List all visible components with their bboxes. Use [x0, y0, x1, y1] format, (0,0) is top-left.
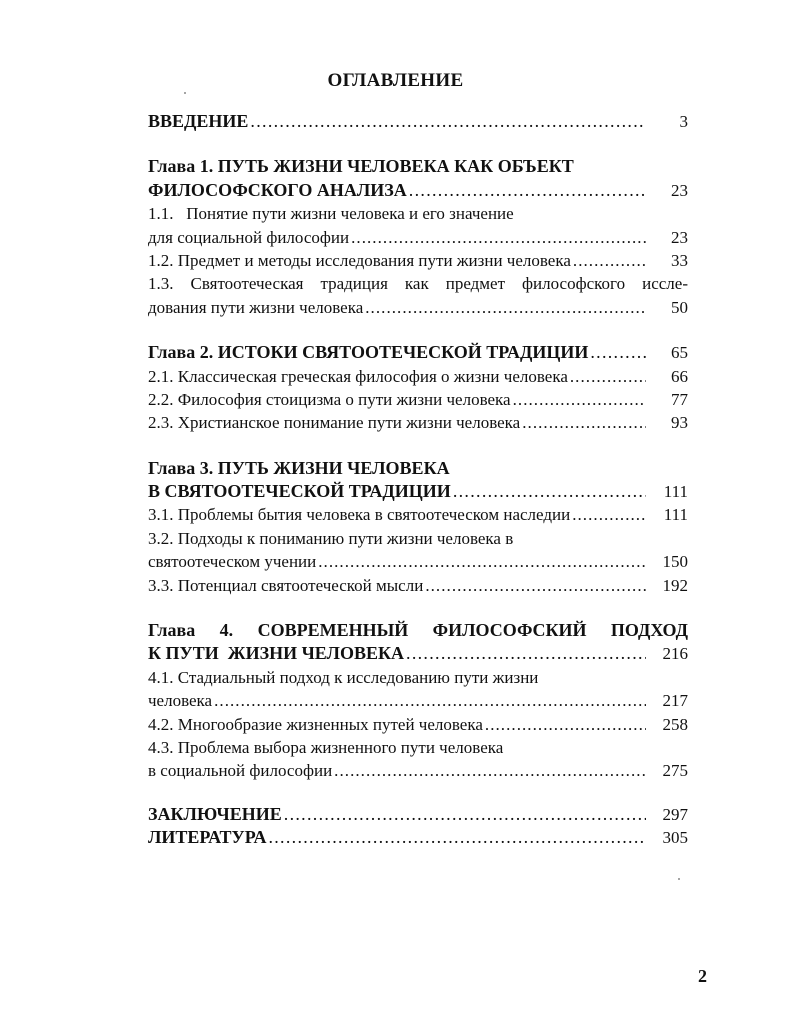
toc-entry-page: 23: [671, 227, 688, 247]
toc-entry-text: ВВЕДЕНИЕ: [148, 111, 249, 131]
toc-entry-page: 216: [662, 644, 688, 664]
toc-section-4-2: [148, 713, 688, 736]
toc-entry-page: 297: [662, 804, 688, 824]
toc-section-3-2-cont: [148, 550, 688, 573]
toc-entry-page: 258: [662, 714, 688, 734]
toc-entry-page: 150: [662, 552, 688, 572]
toc-entry-text: Глава 3. ПУТЬ ЖИЗНИ ЧЕЛОВЕКА: [148, 457, 450, 478]
dot-leader: [268, 826, 646, 849]
toc-entry-text: ФИЛОСОФСКОГО АНАЛИЗА: [148, 179, 407, 200]
dot-leader: [570, 365, 646, 388]
dot-leader: [284, 803, 646, 826]
toc-entry-text: 3.3. Потенциал святоотеческой мысли: [148, 575, 424, 595]
toc-entry-page: 77: [671, 389, 688, 409]
toc-entry-text: В СВЯТООТЕЧЕСКОЙ ТРАДИЦИИ: [148, 481, 451, 502]
toc-entry-text: 2.2. Философия стоицизма о пути жизни человека: [148, 389, 511, 409]
dot-leader: [250, 110, 646, 133]
scan-speck: [678, 878, 680, 880]
dot-leader: [485, 713, 646, 736]
toc-entry-text: 3.2. Подходы к пониманию пути жизни человека в: [148, 528, 514, 548]
toc-section-4-3-cont: [148, 759, 688, 782]
toc-section-3-1: [148, 503, 688, 526]
toc-chapter-3-heading-cont: [148, 480, 688, 503]
toc-entry-text: 1.2. Предмет и методы исследования пути жизни человека: [148, 250, 571, 270]
toc-entry-conclusion: [148, 803, 688, 826]
toc-section-4-3: [148, 736, 688, 759]
toc-entry-text: дования пути жизни человека: [148, 297, 364, 317]
dot-leader: [318, 550, 646, 573]
page-number: 2: [698, 966, 707, 986]
toc-entry-page: 305: [662, 828, 688, 848]
toc-entry-page: 50: [671, 297, 688, 317]
dot-leader: [453, 480, 646, 503]
toc-entry-page: 111: [663, 482, 688, 502]
toc-section-4-1: [148, 666, 688, 689]
toc-chapter-4-heading: [148, 619, 688, 642]
toc-entry-introduction: [148, 110, 688, 133]
toc-entry-text: Глава 2. ИСТОКИ СВЯТООТЕЧЕСКОЙ ТРАДИЦИИ: [148, 342, 589, 363]
toc-entry-page: 66: [671, 366, 688, 386]
toc-section-4-1-cont: [148, 689, 688, 712]
toc-entry-text: Глава 1. ПУТЬ ЖИЗНИ ЧЕЛОВЕКА КАК ОБЪЕКТ: [148, 156, 574, 177]
toc-entry-page: 111: [663, 505, 688, 525]
toc-chapter-1-heading-cont: [148, 179, 688, 202]
dot-leader: [513, 388, 646, 411]
dot-leader: [409, 179, 646, 202]
toc-chapter-3-heading: [148, 457, 688, 480]
dot-leader: [406, 642, 646, 665]
dot-leader: [334, 759, 646, 782]
toc-entry-page: 23: [671, 180, 688, 200]
dot-leader: [572, 503, 646, 526]
toc-entry-text: 2.3. Христианское понимание пути жизни человека: [148, 413, 521, 433]
toc-section-1-2: [148, 249, 688, 272]
dot-leader: [573, 249, 646, 272]
toc-entry-page: 275: [662, 761, 688, 781]
toc-entry-text: ЛИТЕРАТУРА: [148, 827, 267, 848]
toc-entry-text: 1.3. Святоотеческая традиция как предмет философского иссле-: [148, 274, 688, 294]
toc-entry-text: Глава 4. СОВРЕМЕННЫЙ ФИЛОСОФСКИЙ ПОДХОД: [148, 620, 688, 641]
toc-section-2-2: [148, 388, 688, 411]
toc-entry-text: в социальной философии: [148, 761, 333, 781]
toc-section-1-1-cont: [148, 226, 688, 249]
toc-entry-text: 4.2. Многообразие жизненных путей человека: [148, 714, 483, 734]
toc-entry-text: К ПУТИ ЖИЗНИ ЧЕЛОВЕКА: [148, 643, 405, 664]
toc-entry-page: 192: [662, 575, 688, 595]
toc-entry-page: 3: [679, 112, 688, 131]
dot-leader: [351, 226, 646, 249]
toc-entry-text: 4.1. Стадиальный подход к исследованию пути жизни: [148, 667, 539, 687]
table-of-contents: [148, 110, 688, 850]
toc-section-3-3: [148, 574, 688, 597]
toc-section-1-3: [148, 272, 688, 295]
toc-chapter-4-heading-cont: [148, 642, 688, 665]
toc-entry-text: святоотеческом учении: [148, 552, 317, 572]
toc-entry-page: 93: [671, 413, 688, 433]
scan-speck: [184, 92, 186, 94]
toc-chapter-2-heading: [148, 341, 688, 364]
toc-section-1-1: [148, 202, 688, 225]
dot-leader: [590, 341, 646, 364]
toc-entry-text: 4.3. Проблема выбора жизненного пути человека: [148, 737, 504, 757]
toc-entry-page: 33: [671, 250, 688, 270]
toc-section-1-3-cont: [148, 296, 688, 319]
dot-leader: [365, 296, 646, 319]
toc-entry-text: для социальной философии: [148, 227, 350, 247]
toc-entry-text: человека: [148, 691, 213, 711]
toc-entry-literature: [148, 826, 688, 849]
toc-section-2-1: [148, 365, 688, 388]
toc-section-3-2: [148, 527, 688, 550]
toc-entry-page: 217: [662, 691, 688, 711]
toc-entry-text: 1.1. Понятие пути жизни человека и его значение: [148, 204, 514, 224]
toc-chapter-1-heading: [148, 155, 688, 178]
toc-section-2-3: [148, 411, 688, 434]
dot-leader: [214, 689, 646, 712]
toc-entry-text: 2.1. Классическая греческая философия о жизни человека: [148, 366, 568, 386]
toc-entry-text: ЗАКЛЮЧЕНИЕ: [148, 803, 282, 824]
toc-entry-text: 3.1. Проблемы бытия человека в святоотеческом наследии: [148, 505, 571, 525]
toc-title: ОГЛАВЛЕНИЕ: [327, 70, 464, 91]
dot-leader: [425, 574, 646, 597]
toc-entry-page: 65: [671, 343, 688, 363]
dot-leader: [522, 411, 646, 434]
